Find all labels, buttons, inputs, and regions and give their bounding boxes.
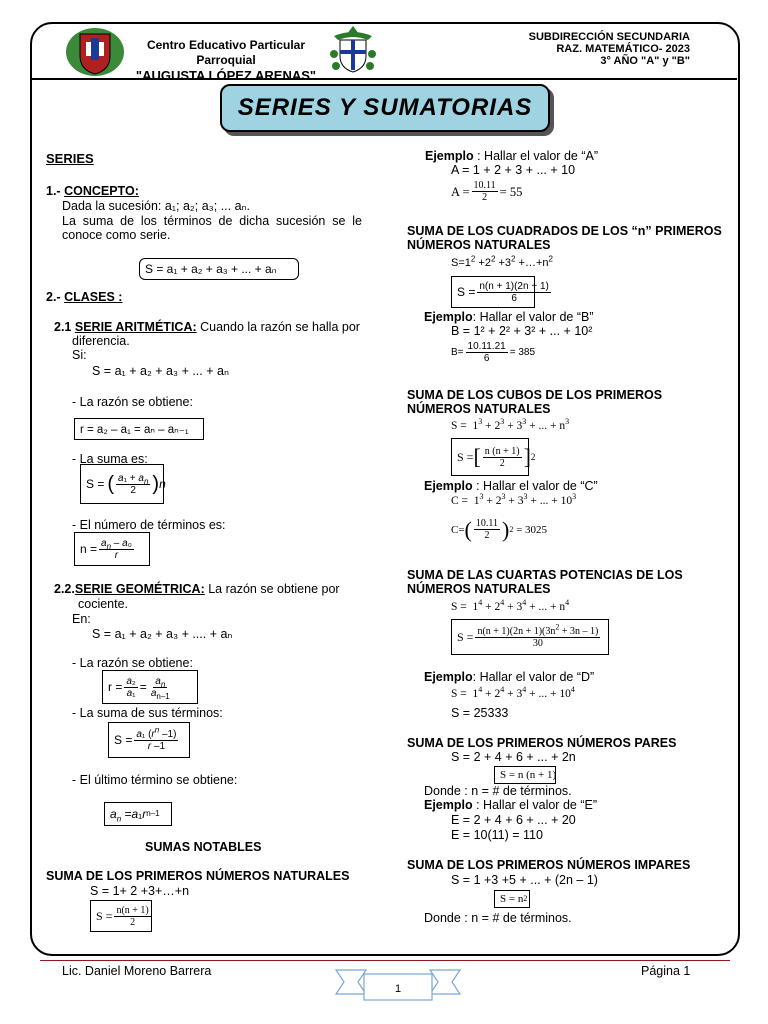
impares-donde: Donde : n = # de términos. xyxy=(424,911,572,925)
footer-page-label: Página 1 xyxy=(641,964,691,978)
geo-label: SERIE GEOMÉTRICA: xyxy=(74,582,205,596)
cubos-heading-1: SUMA DE LOS CUBOS DE LOS PRIMEROS xyxy=(407,388,663,402)
arit-num-terms-formula: n = $\frac{a_n - a_0}{r}$ xyxy=(74,532,150,566)
ej-a-text: : Hallar el valor de “A” xyxy=(477,149,598,163)
concepto-number: 1.- xyxy=(46,184,61,198)
impares-series: S = 1 +3 +5 + ... + (2n – 1) xyxy=(451,873,598,887)
ej-a-label: Ejemplo xyxy=(425,149,474,163)
geo-number: 2.2. xyxy=(54,582,75,596)
cuartas-formula: S = $\frac{n(n + 1)(2n + 1)(3n^2 + 3n - 1)}{30}$ xyxy=(451,619,609,655)
footer-page-number: 1 xyxy=(394,983,402,995)
ej-c-formula: C= ( $\frac{10.11}{2}$ ) 2 = 3025 xyxy=(451,516,548,542)
ej-a-series: A = 1 + 2 + 3 + ... + 10 xyxy=(451,163,576,177)
geo-razon-label: - La razón se obtiene: xyxy=(72,656,193,670)
concepto-sequence: Dada la sucesión: a₁; a₂; a₃; ... aₙ. xyxy=(62,199,250,213)
ej-d-series: $S = 1^4 + 2^4 + 3^4$ + ... + $10^4$ xyxy=(451,685,575,700)
arit-num-terms-label: - El número de términos es: xyxy=(72,518,226,532)
geo-razon-formula: r = $\frac{\text{a₂}}{\text{a₁}}$ = $\frac{a_n}{a_{n-1}}$ xyxy=(102,670,198,704)
pares-formula: S = n (n + 1) xyxy=(494,766,556,784)
ej-e-series: E = 2 + 4 + 6 + ... + 20 xyxy=(451,813,576,827)
ej-e-line xyxy=(424,798,597,812)
arit-suma-label: - La suma es: xyxy=(72,452,148,466)
arit-text1: Cuando la razón se halla por xyxy=(200,320,360,334)
arit-text2: diferencia. xyxy=(72,334,130,348)
ej-c-line xyxy=(424,479,598,493)
geo-suma-formula: S = $\frac{a_1 (r^n -1)}{r -1}$ xyxy=(108,722,190,758)
impares-formula: S = n 2 xyxy=(494,890,530,908)
clases-number: 2.- xyxy=(46,290,61,304)
nat-series: S = 1+ 2 +3+…+n xyxy=(90,884,190,898)
ej-b-formula: B= $\frac{10.11.21}{6}$ = 385 xyxy=(451,341,536,364)
geo-line1 xyxy=(54,582,340,596)
ej-b-line xyxy=(424,310,594,324)
arit-razon-label: - La razón se obtiene: xyxy=(72,395,193,409)
school-name-line2: "AUGUSTA LÓPEZ ARENAS" xyxy=(135,68,317,83)
series-heading: SERIES xyxy=(46,151,94,166)
geo-ultimo-label: - El último término se obtiene: xyxy=(72,773,238,787)
arit-number: 2.1 xyxy=(54,320,72,334)
pares-series: S = 2 + 4 + 6 + ... + 2n xyxy=(451,750,576,764)
geo-en: En: xyxy=(72,612,91,626)
ej-b-series: B = 1² + 2² + 3² + ... + 10² xyxy=(451,324,593,338)
school-name-line1: Centro Educativo Particular Parroquial xyxy=(146,38,306,67)
arit-suma-formula: S = ( $\frac{a_1 + a_n}{2}$ ) n xyxy=(80,464,164,504)
cuartas-heading-1: SUMA DE LAS CUARTAS POTENCIAS DE LOS xyxy=(407,568,683,582)
ej-c-label: Ejemplo xyxy=(424,479,473,493)
concepto-text: La suma de los términos de dicha sucesión se le conoce como serie. xyxy=(62,214,362,242)
sumas-notables-heading: SUMAS NOTABLES xyxy=(145,840,262,854)
ej-b-label: Ejemplo xyxy=(424,310,473,324)
footer-divider xyxy=(40,960,730,961)
arit-label: SERIE ARITMÉTICA: xyxy=(74,320,197,334)
geo-series: S = a₁ + a₂ + a₃ + .... + aₙ xyxy=(92,627,233,641)
ej-e-label: Ejemplo xyxy=(424,798,473,812)
school-logo-icon xyxy=(64,26,126,78)
cuad-heading-1: SUMA DE LOS CUADRADOS DE LOS “n” PRIMEROS xyxy=(407,224,722,238)
geo-text2: cociente. xyxy=(78,597,129,611)
clases-label: CLASES : xyxy=(64,290,123,304)
concepto-label: CONCEPTO: xyxy=(64,184,139,198)
cuartas-heading-2: NÚMEROS NATURALES xyxy=(407,582,551,596)
ej-b-result: = 385 xyxy=(509,346,536,358)
nat-formula: S = $\frac{n(n + 1)}{2}$ xyxy=(90,900,152,932)
bishop-coat-of-arms-icon xyxy=(326,24,380,78)
ej-e-result: E = 10(11) = 110 xyxy=(451,828,543,842)
footer-author: Lic. Daniel Moreno Barrera xyxy=(62,964,212,978)
header-right xyxy=(470,31,690,67)
page-title: SERIES Y SUMATORIAS xyxy=(220,84,550,132)
ej-d-label: Ejemplo xyxy=(424,670,473,684)
pares-donde: Donde : n = # de términos. xyxy=(424,784,572,798)
school-name xyxy=(126,38,326,83)
arit-line1 xyxy=(54,320,360,334)
subdireccion: SUBDIRECCIÓN SECUNDARIA xyxy=(528,31,690,43)
ej-d-result: S = 25333 xyxy=(451,706,509,720)
cuartas-series: $S = 1^4 + 2^4 + 3^4$ + ... + $n^4$ xyxy=(451,598,570,613)
ej-c-result: = 3025 xyxy=(516,523,548,536)
nat-heading: SUMA DE LOS PRIMEROS NÚMEROS NATURALES xyxy=(46,869,350,883)
grade-sections: 3° AÑO "A" y "B" xyxy=(600,55,690,67)
cubos-heading-2: NÚMEROS NATURALES xyxy=(407,402,551,416)
arit-razon-formula: r = a₂ – a₁ = aₙ – aₙ₋₁ xyxy=(74,418,204,440)
ej-a-line xyxy=(425,149,598,163)
cubos-formula: S = [ $\frac{n (n + 1)}{2}$ ] 2 xyxy=(451,438,529,476)
ej-c-series: $C = 1^3 + 2^3 + 3^3$ + ... + $10^3$ xyxy=(451,492,577,507)
geo-suma-label: - La suma de sus términos: xyxy=(72,706,223,720)
ej-d-line xyxy=(424,670,594,684)
concepto-formula: S = a₁ + a₂ + a₃ + ... + aₙ xyxy=(139,258,299,280)
ej-b-text: : Hallar el valor de “B” xyxy=(472,310,594,324)
cuad-formula: S = $\frac{n(n + 1)(2n + 1)}{6}$ xyxy=(451,276,535,308)
cubos-series: $S = 1^3 + 2^3 + 3^3$ + ... + $n^3$ xyxy=(451,417,570,432)
cuad-heading-2: NÚMEROS NATURALES xyxy=(407,238,551,252)
geo-text1: La razón se obtiene por xyxy=(208,582,340,596)
geo-ultimo-formula: $a_n$ = a ₁ r n–1 xyxy=(104,802,172,826)
ej-a-result: = 55 xyxy=(499,184,523,199)
course-year: RAZ. MATEMÁTICO- 2023 xyxy=(556,43,690,55)
clases-heading xyxy=(46,290,122,304)
ej-d-text: : Hallar el valor de “D” xyxy=(472,670,595,684)
arit-series: S = a₁ + a₂ + a₃ + ... + aₙ xyxy=(92,364,229,378)
ej-c-text: : Hallar el valor de “C” xyxy=(476,479,598,493)
arit-si: Si: xyxy=(72,348,87,362)
cuad-series: $S=1^2 +2^2 +3^2$ $+\dots+n^2$ xyxy=(451,254,553,269)
pares-heading: SUMA DE LOS PRIMEROS NÚMEROS PARES xyxy=(407,736,677,750)
impares-heading: SUMA DE LOS PRIMEROS NÚMEROS IMPARES xyxy=(407,858,691,872)
ej-a-formula: A = $\frac{10.11}{2}$ = 55 xyxy=(451,180,523,203)
ej-e-text: : Hallar el valor de “E” xyxy=(476,798,597,812)
concepto-heading xyxy=(46,184,139,198)
